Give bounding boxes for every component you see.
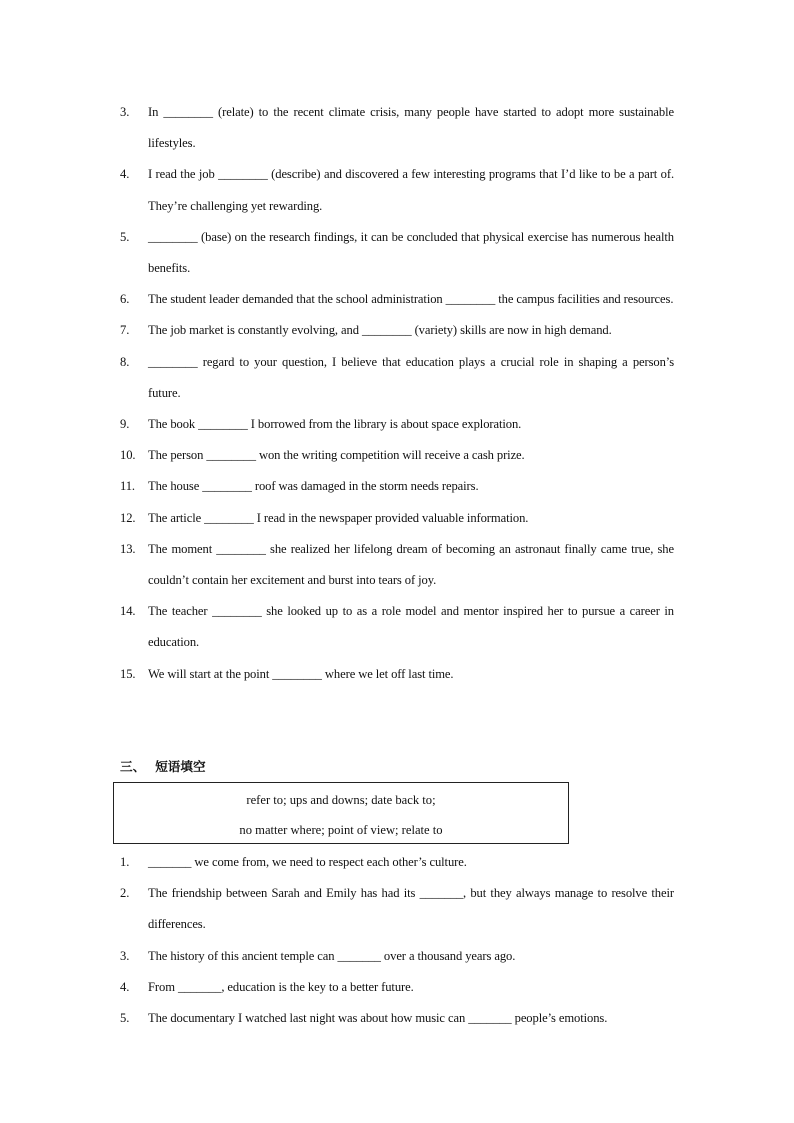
question-text: _______ we come from, we need to respect each other’s culture. — [148, 855, 467, 869]
question-text: The job market is constantly evolving, and ________ (variety) skills are now in high demand. — [148, 323, 612, 338]
question-text: The person ________ won the writing competition will receive a cash prize. — [148, 448, 525, 463]
question-item — [120, 222, 674, 284]
question-number: 5. — [120, 1011, 130, 1026]
question-item — [120, 347, 674, 409]
question-text: The moment ________ she realized her lifelong dream of becoming an astronaut finally came true, she couldn’t contain her excitement and burst into tears of joy. — [148, 541, 674, 588]
question-text: The teacher ________ she looked up to as a role model and mentor inspired her to pursue a career in education. — [148, 604, 674, 650]
question-text: The documentary I watched last night was about how music can _______ people’s emotions. — [148, 1011, 608, 1026]
question-number: 9. — [120, 417, 130, 432]
question-number: 12. — [120, 510, 136, 525]
question-item — [120, 941, 674, 972]
question-text: In ________ (relate) to the recent climate crisis, many people have started to adopt more sustainable lifestyles. — [148, 105, 674, 151]
question-number: 15. — [120, 666, 136, 681]
question-number: 1. — [120, 855, 130, 869]
question-item — [120, 315, 674, 346]
question-text: The house ________ roof was damaged in the storm needs repairs. — [148, 479, 479, 494]
question-item — [120, 503, 674, 534]
question-number: 7. — [120, 323, 130, 338]
fill-in-list-part-two — [120, 97, 674, 690]
question-text: The article ________ I read in the newspaper provided valuable information. — [148, 510, 529, 525]
question-number: 3. — [120, 105, 130, 119]
phrase-fill-list — [120, 847, 674, 1034]
question-text: The book ________ I borrowed from the library is about space exploration. — [148, 417, 522, 432]
question-number: 10. — [120, 448, 136, 463]
question-text: ________ (base) on the research findings, it can be concluded that physical exercise has numerous health benefits. — [148, 229, 674, 276]
phrase-bank-line-2: no matter where; point of view; relate to — [239, 823, 443, 837]
question-text: From _______, education is the key to a better future. — [148, 979, 414, 994]
question-number: 2. — [120, 886, 130, 901]
question-item — [120, 97, 674, 159]
question-number: 4. — [120, 167, 130, 182]
question-item — [120, 284, 674, 315]
question-number: 14. — [120, 604, 136, 619]
question-item — [120, 847, 674, 878]
question-item — [120, 534, 674, 596]
phrase-bank-line-1: refer to; ups and downs; date back to; — [246, 793, 436, 807]
question-item — [120, 1003, 674, 1034]
question-number: 5. — [120, 229, 130, 244]
question-item — [120, 471, 674, 502]
section-title-text: 短语填空 — [155, 759, 206, 774]
question-number: 3. — [120, 948, 130, 963]
question-item — [120, 159, 674, 221]
section-number: 三、 — [120, 759, 146, 774]
question-text: ________ regard to your question, I believe that education plays a crucial role in shaping a person’s future. — [148, 354, 674, 400]
question-item — [120, 972, 674, 1003]
question-text: The history of this ancient temple can _______ over a thousand years ago. — [148, 948, 516, 963]
question-text: The friendship between Sarah and Emily has had its _______, but they always manage to resolve their differences. — [148, 886, 674, 932]
question-text: The student leader demanded that the school administration ________ the campus facilities and resources. — [148, 292, 674, 307]
phrase-bank-box — [113, 782, 569, 844]
section-heading — [120, 756, 206, 778]
question-item — [120, 440, 674, 471]
question-number: 8. — [120, 354, 130, 369]
question-number: 4. — [120, 979, 130, 994]
question-item — [120, 409, 674, 440]
question-text: We will start at the point ________ where we let off last time. — [148, 666, 454, 681]
question-number: 6. — [120, 292, 130, 307]
question-number: 11. — [120, 479, 135, 494]
question-item — [120, 596, 674, 658]
question-item — [120, 659, 674, 690]
question-number: 13. — [120, 541, 136, 556]
question-text: I read the job ________ (describe) and discovered a few interesting programs that I’d like to be a part of. They’re challenging yet rewarding. — [148, 167, 674, 213]
question-item — [120, 878, 674, 940]
